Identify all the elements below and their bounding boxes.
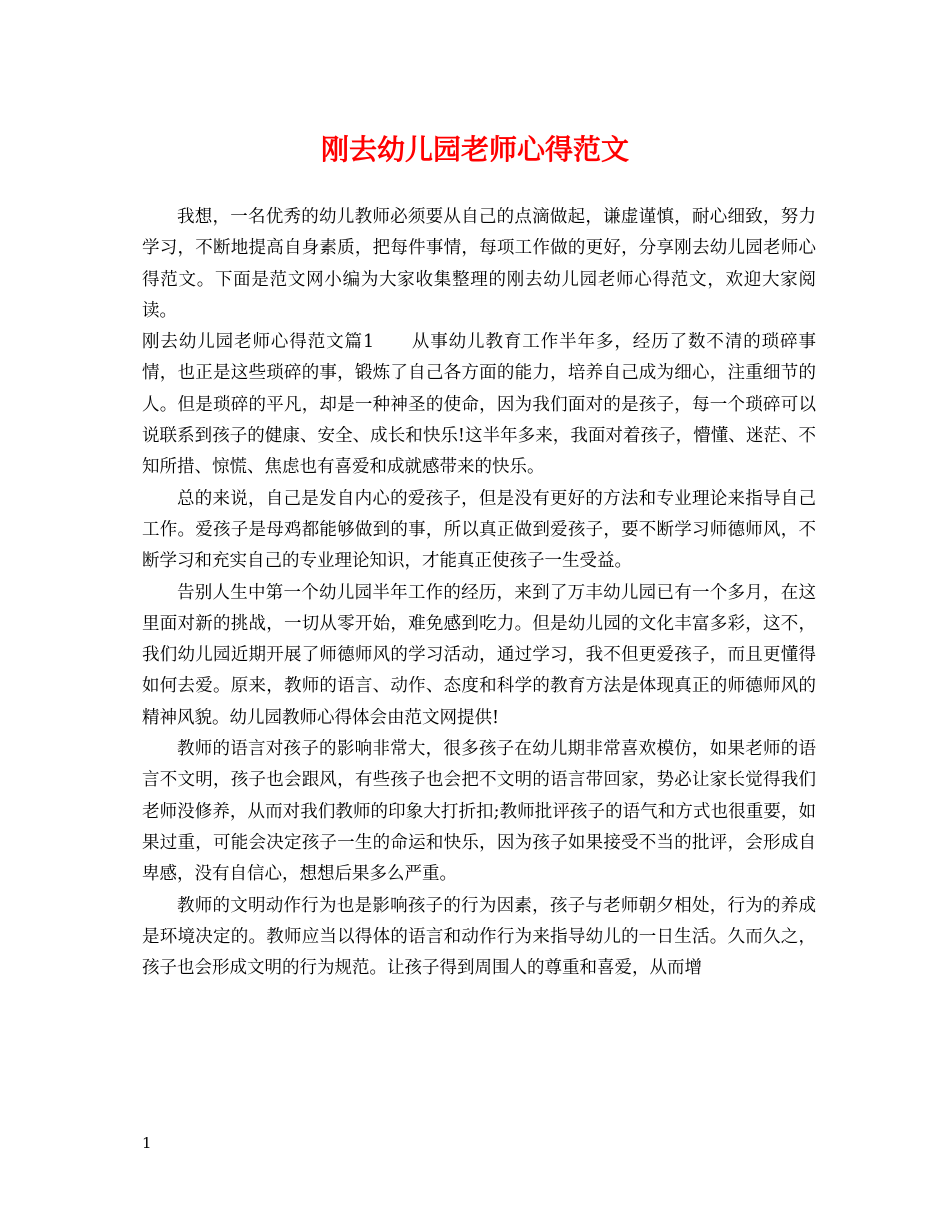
body-paragraph: 总的来说，自己是发自内心的爱孩子，但是没有更好的方法和专业理论来指导自己工作。爱孩子是母鸡都能够做到的事，所以真正做到爱孩子，要不断学习师德师风，不断学习和充实自己的专业理论知识，才能真正使孩子一生受益。 <box>142 488 816 572</box>
section-1-paragraph: 刚去幼儿园老师心得范文篇1 从事幼儿教育工作半年多，经历了数不清的琐碎事情，也正是这些琐碎的事，锻炼了自己各方面的能力，培养自己成为细心，注重细节的人。但是琐碎的平凡，却是一种神圣的使命，因为我们面对的是孩子，每一个琐碎可以说联系到孩子的健康、安全、成长和快乐!这半年多来，我面对着孩子，懵懂、迷茫、不知所措、惊慌、焦虑也有喜爱和成就感带来的快乐。 <box>142 332 816 478</box>
body-paragraph: 教师的文明动作行为也是影响孩子的行为因素，孩子与老师朝夕相处，行为的养成是环境决定的。教师应当以得体的语言和动作行为来指导幼儿的一日生活。久而久之，孩子也会形成文明的行为规范。让孩子得到周围人的尊重和喜爱，从而增 <box>142 895 816 979</box>
body-paragraph: 告别人生中第一个幼儿园半年工作的经历，来到了万丰幼儿园已有一个多月，在这里面对新的挑战，一切从零开始，难免感到吃力。但是幼儿园的文化丰富多彩，这不，我们幼儿园近期开展了师德师风的学习活动，通过学习，我不但更爱孩子，而且更懂得如何去爱。原来，教师的语言、动作、态度和科学的教育方法是体现真正的师德师风的精神风貌。幼儿园教师心得体会由范文网提供! <box>142 582 816 728</box>
intro-paragraph: 我想，一名优秀的幼儿教师必须要从自己的点滴做起，谦虚谨慎，耐心细致，努力学习，不断地提高自身素质，把每件事情，每项工作做的更好，分享刚去幼儿园老师心得范文。下面是范文网小编为大家收集整理的刚去幼儿园老师心得范文，欢迎大家阅读。 <box>142 207 816 321</box>
page-number: 1 <box>142 1134 152 1152</box>
document-body <box>142 202 816 984</box>
body-paragraph: 教师的语言对孩子的影响非常大，很多孩子在幼儿期非常喜欢模仿，如果老师的语言不文明，孩子也会跟风，有些孩子也会把不文明的语言带回家，势必让家长觉得我们老师没修养，从而对我们教师的印象大打折扣;教师批评孩子的语气和方式也很重要，如果过重，可能会决定孩子一生的命运和快乐，因为孩子如果接受不当的批评，会形成自卑感，没有自信心，想想后果多么严重。 <box>142 739 816 885</box>
page-title: 刚去幼儿园老师心得范文 <box>320 133 629 166</box>
